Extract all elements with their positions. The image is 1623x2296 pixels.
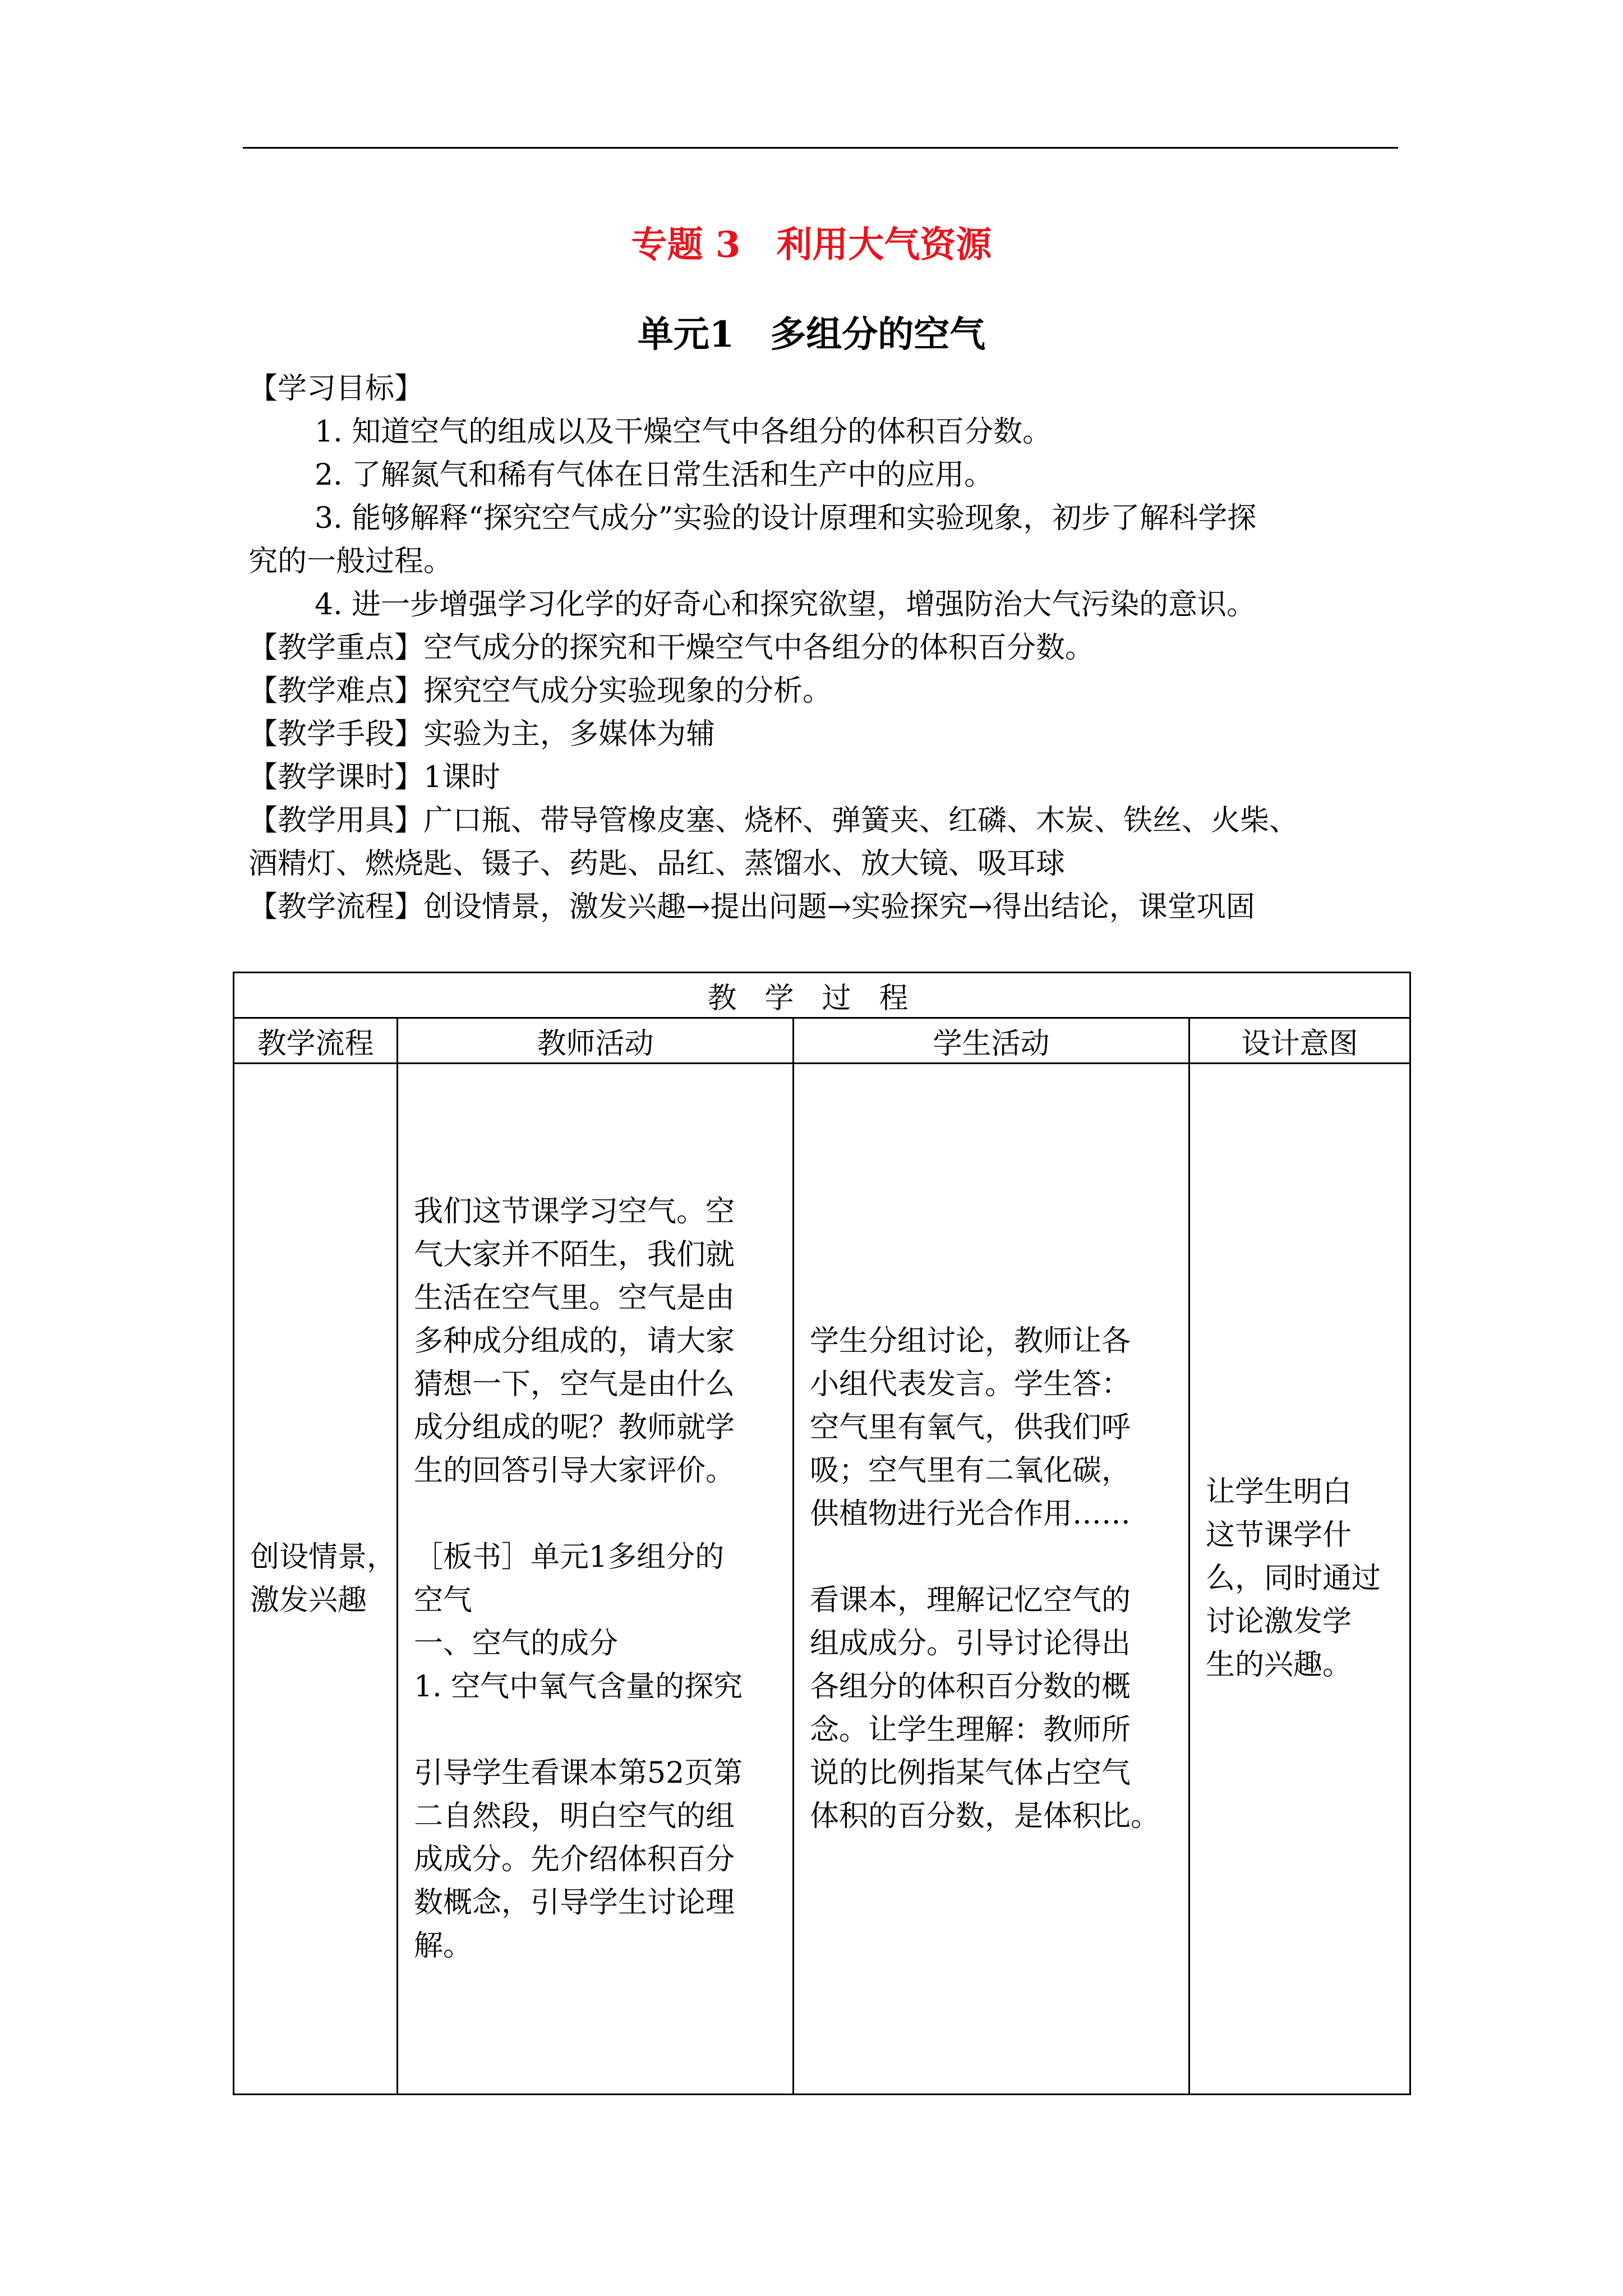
objective-item: 4. 进一步增强学习化学的好奇心和探究欲望，增强防治大气污染的意识。 — [315, 588, 1256, 622]
student-line: 体积的百分数，是体积比。 — [810, 1799, 1160, 1833]
teacher-line: 成分组成的呢？教师就学 — [414, 1410, 735, 1444]
design-line: 讨论激发学 — [1206, 1605, 1352, 1639]
class-hours: 【教学课时】1课时 — [248, 761, 501, 794]
teaching-tools: 【教学用具】广口瓶、带导管橡皮塞、烧杯、弹簧夹、红磷、木炭、铁丝、火柴、 — [248, 804, 1299, 838]
teacher-line: 二自然段，明白空气的组 — [414, 1799, 735, 1833]
student-activity-cell — [794, 1064, 1189, 2095]
teacher-line: 一、空气的成分 — [414, 1626, 619, 1660]
design-line: 这节课学什 — [1206, 1519, 1352, 1552]
student-line: 学生分组讨论，教师让各 — [810, 1324, 1131, 1358]
student-line: 吸；空气里有二氧化碳， — [810, 1453, 1131, 1488]
header-teacher: 教师活动 — [398, 1018, 794, 1064]
design-line: 生的兴趣。 — [1206, 1648, 1352, 1682]
objectives-heading: 【学习目标】 — [248, 372, 424, 406]
teaching-methods: 【教学手段】实验为主，多媒体为辅 — [248, 717, 716, 751]
lesson-info — [248, 367, 1404, 929]
teacher-line: 成成分。先介绍体积百分 — [414, 1842, 735, 1876]
header-rule — [243, 147, 1398, 149]
flow-cell — [234, 1064, 398, 2095]
flow-line: 创设情景， — [250, 1540, 396, 1574]
objective-item: 1. 知道空气的组成以及干燥空气中各组分的体积百分数。 — [315, 415, 1052, 449]
teacher-line: 空气 — [414, 1583, 473, 1617]
student-line: 小组代表发言。学生答： — [810, 1367, 1131, 1401]
table-caption-row — [234, 973, 1410, 1018]
design-line: 让学生明白 — [1206, 1475, 1352, 1509]
design-line: 么，同时通过 — [1206, 1562, 1381, 1595]
teacher-line: 我们这节课学习空气。空 — [414, 1194, 735, 1228]
teacher-line: 多种成分组成的，请大家 — [414, 1324, 735, 1358]
header-design: 设计意图 — [1189, 1018, 1410, 1064]
unit-title: 单元1 多组分的空气 — [637, 314, 986, 356]
student-line: 空气里有氧气，供我们呼 — [810, 1410, 1131, 1444]
teacher-line: 气大家并不陌生，我们就 — [414, 1237, 735, 1272]
table-row — [234, 1064, 1410, 2095]
header-flow: 教学流程 — [234, 1018, 398, 1064]
topic-title: 专题 3 利用大气资源 — [631, 224, 992, 266]
teacher-line: 生的回答引导大家评价。 — [414, 1453, 735, 1488]
objective-item-continuation: 究的一般过程。 — [248, 545, 453, 578]
teacher-line: 生活在空气里。空气是由 — [414, 1281, 735, 1315]
student-line: 念。让学生理解：教师所 — [810, 1713, 1131, 1747]
student-line: 供植物进行光合作用…… — [810, 1497, 1131, 1531]
student-line: 看课本，理解记忆空气的 — [810, 1583, 1131, 1617]
teacher-line: 猜想一下，空气是由什么 — [414, 1367, 735, 1401]
teacher-line: ［板书］单元1多组分的 — [414, 1540, 725, 1574]
teaching-process-table — [233, 972, 1411, 2095]
table-caption: 教学过程 — [234, 973, 1410, 1018]
teaching-tools-continuation: 酒精灯、燃烧匙、镊子、药匙、品红、蒸馏水、放大镜、吸耳球 — [248, 847, 1066, 881]
table-header-row — [234, 1018, 1410, 1064]
header-student: 学生活动 — [794, 1018, 1189, 1064]
key-points: 【教学重点】空气成分的探究和干燥空气中各组分的体积百分数。 — [248, 631, 1095, 665]
objective-item: 2. 了解氮气和稀有气体在日常生活和生产中的应用。 — [315, 458, 994, 492]
flow-line: 激发兴趣 — [250, 1583, 367, 1617]
design-intent-cell — [1189, 1064, 1410, 2095]
teacher-line: 解。 — [414, 1929, 473, 1963]
teacher-activity-cell — [398, 1064, 794, 2095]
student-line: 组成成分。引导讨论得出 — [810, 1626, 1131, 1660]
student-line: 说的比例指某气体占空气 — [810, 1756, 1131, 1790]
teaching-flow: 【教学流程】创设情景，激发兴趣→提出问题→实验探究→得出结论，课堂巩固 — [248, 890, 1255, 924]
teacher-line: 1. 空气中氧气含量的探究 — [414, 1669, 743, 1704]
teacher-line: 引导学生看课本第52页第 — [414, 1756, 743, 1790]
difficulties: 【教学难点】探究空气成分实验现象的分析。 — [248, 674, 832, 708]
objective-item: 3. 能够解释“探究空气成分”实验的设计原理和实验现象，初步了解科学探 — [315, 501, 1257, 535]
teacher-line: 数概念，引导学生讨论理 — [414, 1885, 735, 1920]
student-line: 各组分的体积百分数的概 — [810, 1669, 1131, 1704]
